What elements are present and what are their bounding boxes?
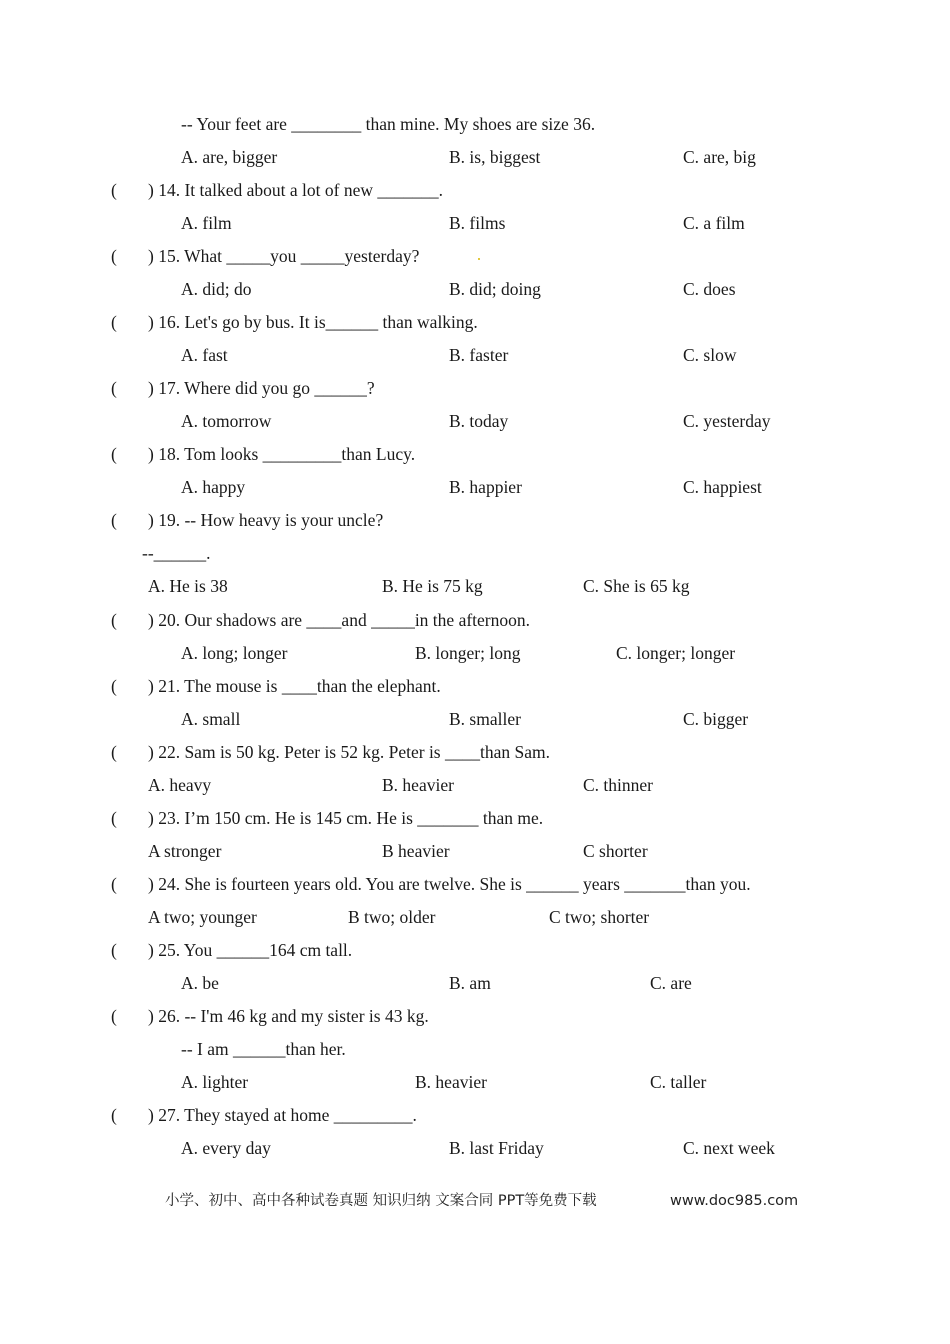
option-13-a: A. are, bigger	[181, 147, 278, 167]
option-16-b: B. faster	[449, 345, 509, 365]
footer-text: 小学、初中、高中各种试卷真题 知识归纳 文案合同 PPT等免费下载	[165, 1193, 597, 1209]
option-20-c: C. longer; longer	[616, 643, 736, 663]
option-17-a: A. tomorrow	[181, 411, 272, 431]
answer-bracket-27: (	[111, 1105, 117, 1125]
option-25-c: C. are	[650, 973, 692, 993]
option-18-c: C. happiest	[683, 477, 762, 497]
option-26-c: C. taller	[650, 1072, 707, 1092]
option-19-c: C. She is 65 kg	[583, 576, 690, 596]
option-19-a: A. He is 38	[148, 576, 228, 596]
option-16-a: A. fast	[181, 345, 228, 365]
question-19: ) 19. -- How heavy is your uncle?	[148, 510, 384, 530]
question-21: ) 21. The mouse is ____than the elephant.	[148, 676, 441, 696]
answer-bracket-24: (	[111, 874, 117, 894]
question-22: ) 22. Sam is 50 kg. Peter is 52 kg. Peter is ____than Sam.	[148, 742, 550, 762]
option-19-b: B. He is 75 kg	[382, 576, 483, 596]
option-21-b: B. smaller	[449, 709, 521, 729]
option-18-a: A. happy	[181, 477, 246, 497]
option-20-b: B. longer; long	[415, 643, 521, 663]
option-23-b: B heavier	[382, 841, 450, 861]
option-13-b: B. is, biggest	[449, 147, 541, 167]
question-18: ) 18. Tom looks _________than Lucy.	[148, 444, 416, 464]
option-15-a: A. did; do	[181, 279, 252, 299]
question-27: ) 27. They stayed at home _________.	[148, 1105, 417, 1125]
answer-bracket-19: (	[111, 510, 117, 530]
question-26: ) 26. -- I'm 46 kg and my sister is 43 kg.	[148, 1006, 429, 1026]
option-20-a: A. long; longer	[181, 643, 288, 663]
option-17-b: B. today	[449, 411, 509, 431]
question-14: ) 14. It talked about a lot of new _______.	[148, 180, 444, 200]
question-15: ) 15. What _____you _____yesterday?	[148, 246, 420, 266]
option-25-a: A. be	[181, 973, 219, 993]
option-15-c: C. does	[683, 279, 736, 299]
option-26-a: A. lighter	[181, 1072, 249, 1092]
option-22-a: A. heavy	[148, 775, 212, 795]
option-14-b: B. films	[449, 213, 506, 233]
question-26-answer-stem: -- I am ______than her.	[181, 1039, 346, 1059]
option-24-c: C two; shorter	[549, 907, 650, 927]
answer-bracket-14: (	[111, 180, 117, 200]
question-25: ) 25. You ______164 cm tall.	[148, 940, 353, 960]
option-26-b: B. heavier	[415, 1072, 487, 1092]
answer-bracket-15: (	[111, 246, 117, 266]
option-21-c: C. bigger	[683, 709, 749, 729]
option-13-c: C. are, big	[683, 147, 756, 167]
answer-bracket-17: (	[111, 378, 117, 398]
option-24-a: A two; younger	[148, 907, 257, 927]
option-18-b: B. happier	[449, 477, 522, 497]
option-27-c: C. next week	[683, 1138, 775, 1158]
question-23: ) 23. I’m 150 cm. He is 145 cm. He is _______ than me.	[148, 808, 544, 828]
question-19-answer-stem: --______.	[142, 543, 211, 563]
option-21-a: A. small	[181, 709, 241, 729]
option-14-a: A. film	[181, 213, 232, 233]
answer-bracket-20: (	[111, 610, 117, 630]
stray-dot-mark	[478, 258, 480, 260]
option-15-b: B. did; doing	[449, 279, 541, 299]
question-20: ) 20. Our shadows are ____and _____in the afternoon.	[148, 610, 530, 630]
option-14-c: C. a film	[683, 213, 745, 233]
option-23-a: A stronger	[148, 841, 222, 861]
answer-bracket-22: (	[111, 742, 117, 762]
answer-bracket-23: (	[111, 808, 117, 828]
question-24: ) 24. She is fourteen years old. You are twelve. She is ______ years _______than you.	[148, 874, 751, 894]
option-16-c: C. slow	[683, 345, 737, 365]
option-25-b: B. am	[449, 973, 491, 993]
answer-bracket-21: (	[111, 676, 117, 696]
answer-bracket-16: (	[111, 312, 117, 332]
option-17-c: C. yesterday	[683, 411, 771, 431]
option-22-c: C. thinner	[583, 775, 653, 795]
option-23-c: C shorter	[583, 841, 648, 861]
option-27-b: B. last Friday	[449, 1138, 544, 1158]
option-27-a: A. every day	[181, 1138, 271, 1158]
question-13-stem-continued: -- Your feet are ________ than mine. My shoes are size 36.	[181, 114, 596, 134]
question-17: ) 17. Where did you go ______?	[148, 378, 375, 398]
question-16: ) 16. Let's go by bus. It is______ than walking.	[148, 312, 478, 332]
option-22-b: B. heavier	[382, 775, 454, 795]
answer-bracket-26: (	[111, 1006, 117, 1026]
footer-url: www.doc985.com	[670, 1193, 799, 1209]
answer-bracket-25: (	[111, 940, 117, 960]
option-24-b: B two; older	[348, 907, 436, 927]
answer-bracket-18: (	[111, 444, 117, 464]
